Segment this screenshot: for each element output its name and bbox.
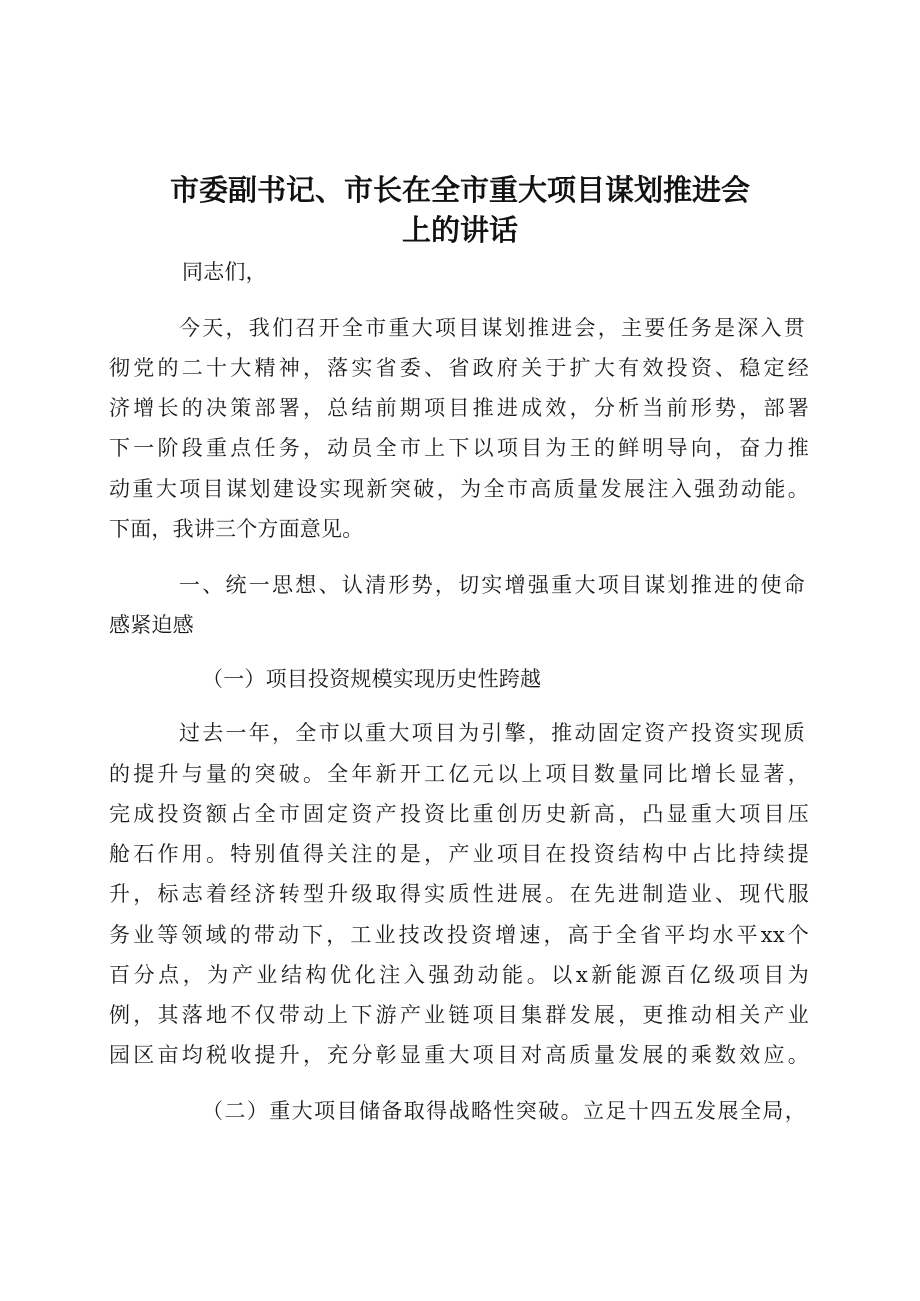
body1-line-1: 过去一年，全市以重大项目为引擎，推动固定资产投资实现质 [179,721,805,745]
subsection1-heading: （一）项目投资规模实现历史性跨越 [202,667,542,691]
subsection2-line: （二）重大项目储备取得战略性突破。立足十四五发展全局， [202,1099,806,1123]
body1-line-8: 例，其落地不仅带动上下游产业链项目集群发展，更推动相关产业 [109,1003,809,1027]
intro-line-6: 下面，我讲三个方面意见。 [109,517,364,541]
intro-line-4: 下一阶段重点任务，动员全市上下以项目为王的鲜明导向，奋力推 [109,436,809,460]
salutation: 同志们， [182,260,267,284]
body1-line-7: 百分点，为产业结构优化注入强劲动能。以x新能源百亿级项目为 [109,963,809,987]
body1-line-6: 务业等领域的带动下，工业技改投资增速，高于全省平均水平xx个 [109,923,809,947]
document-title-line-2: 上的讲话 [401,213,518,247]
body1-line-5: 升，标志着经济转型升级取得实质性进展。在先进制造业、现代服 [109,882,809,906]
intro-line-3: 济增长的决策部署，总结前期项目推进成效，分析当前形势，部署 [109,396,809,420]
body1-line-4: 舱石作用。特别值得关注的是，产业项目在投资结构中占比持续提 [109,842,809,866]
intro-line-2: 彻党的二十大精神，落实省委、省政府关于扩大有效投资、稳定经 [109,356,809,380]
body1-line-2: 的提升与量的突破。全年新开工亿元以上项目数量同比增长显著， [109,762,809,786]
document-title-line-1: 市委副书记、市长在全市重大项目谋划推进会 [169,173,750,207]
section1-heading-line-1: 一、统一思想、认清形势，切实增强重大项目谋划推进的使命 [179,573,805,597]
body1-line-9: 园区亩均税收提升，充分彰显重大项目对高质量发展的乘数效应。 [109,1043,809,1067]
intro-line-1: 今天，我们召开全市重大项目谋划推进会，主要任务是深入贯 [179,316,805,340]
body1-line-3: 完成投资额占全市固定资产投资比重创历史新高，凸显重大项目压 [109,802,809,826]
section1-heading-line-2: 感紧迫感 [109,613,194,637]
intro-line-5: 动重大项目谋划建设实现新突破，为全市高质量发展注入强劲动能。 [109,477,809,501]
